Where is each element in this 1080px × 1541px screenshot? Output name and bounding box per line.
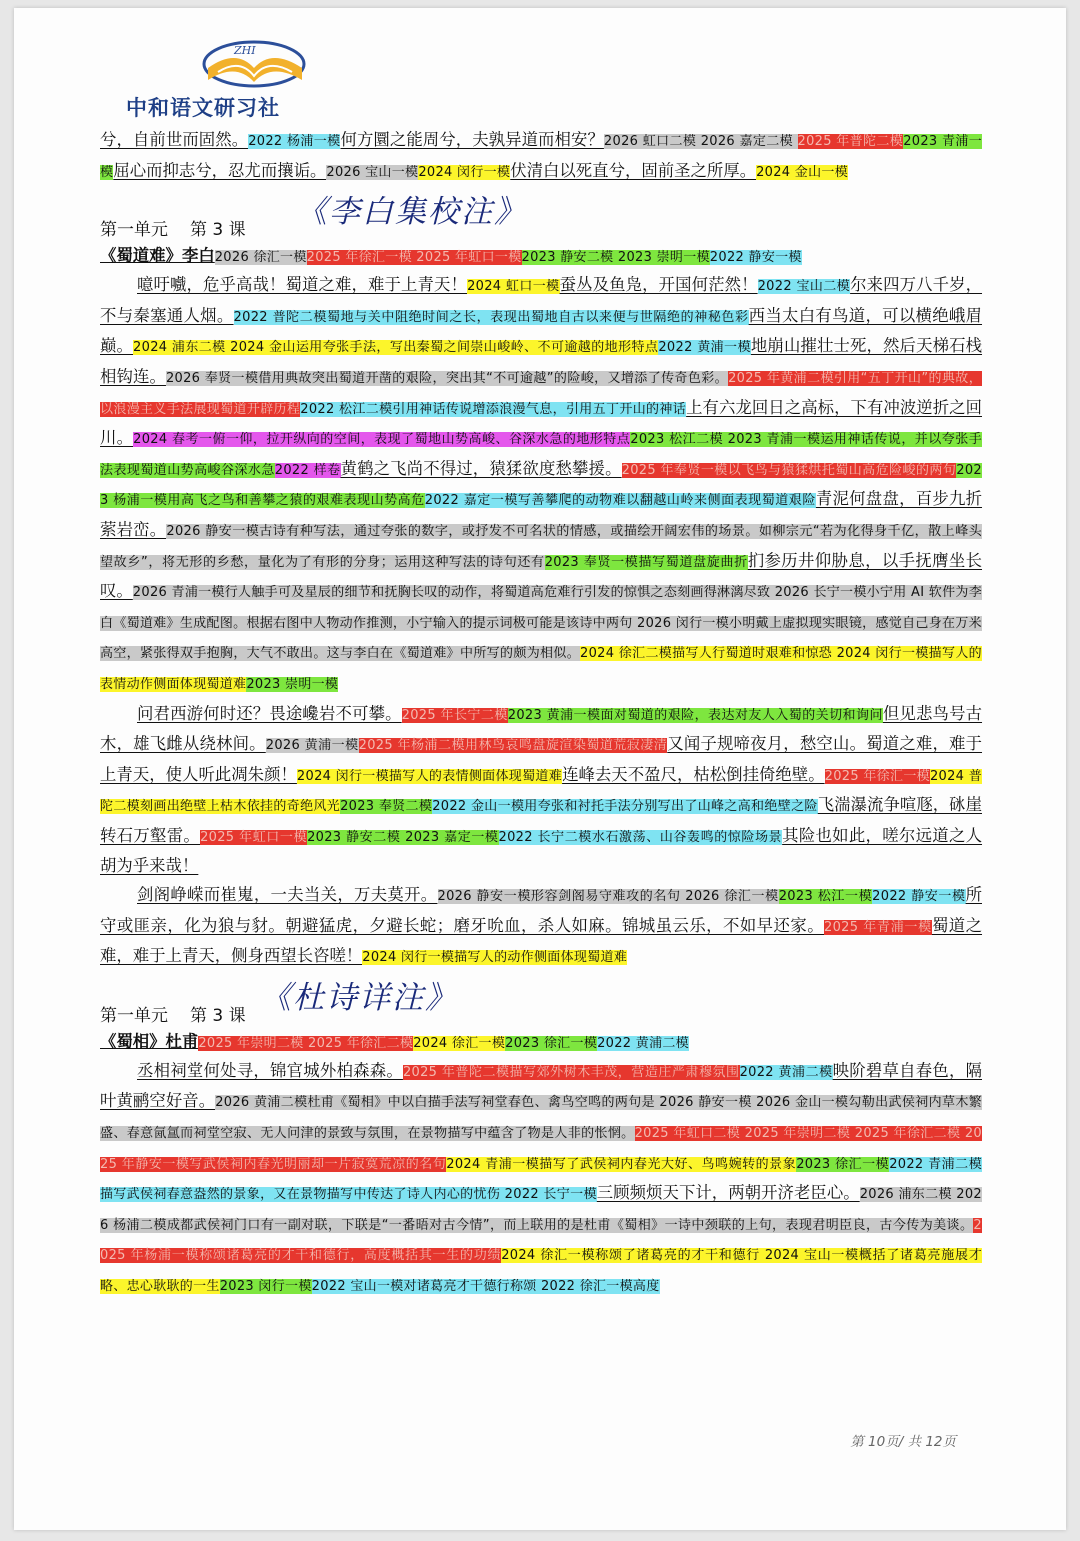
exam-annotation-red: 2025 年普陀二模描写郊外树木丰茂，营造庄严肃穆氛围 bbox=[402, 1064, 740, 1080]
exam-annotation-yellow: 2024 青浦一模描写了武侯祠内春光大好、鸟鸣婉转的景象 bbox=[446, 1156, 797, 1172]
poem-text: 所守或匪亲，化为狼与豺。朝避猛虎，夕避长蛇；磨牙吮血，杀人如麻。锦城虽云乐，不如早还家。 bbox=[100, 885, 982, 935]
exam-annotation-red: 2025 年杨浦二模用林鸟哀鸣盘旋渲染蜀道荒寂凄清 bbox=[358, 738, 668, 754]
exam-annotation-blue: 2022 松江二模引用神话传说增添浪漫气息，引用五丁开山的神话 bbox=[300, 401, 687, 417]
exam-annotation-blue: 2022 黄浦一模 bbox=[658, 340, 751, 356]
poem-title-line bbox=[100, 1029, 982, 1057]
poem-text: 扪参历井仰胁息，以手抚膺坐长叹。 bbox=[100, 550, 983, 601]
exam-annotation-red: 2025 年长宁二模 bbox=[401, 707, 508, 723]
poem-text: 又闻子规啼夜月，愁空山。蜀道之难，难于上青天，使人听此凋朱颜！ bbox=[100, 734, 983, 784]
document-content bbox=[100, 126, 982, 1302]
paragraph bbox=[100, 881, 982, 973]
book-logo-icon bbox=[126, 38, 366, 98]
poem-text: 上有六龙回日之高标，下有冲波逆折之回川。 bbox=[100, 397, 982, 448]
exam-annotation-blue: 2022 静安一模 bbox=[709, 250, 802, 266]
exam-annotation-gray: 2026 静安一模古诗有种写法，通过夸张的数字，或抒发不可名状的情感，或描绘开阔宏伟的场景。如柳宗元“若为化得身千亿，散上峰头望故乡”，将无形的乡愁，量化为了有形的分身；运用这种写法的诗句还有 bbox=[100, 523, 982, 570]
exam-annotation-green: 2023 松江二模 2023 青浦一模运用神话传说，并以夸张手法表现蜀道山势高峻谷深水急 bbox=[100, 432, 983, 478]
poem-text: 其险也如此，嗟尔远道之人胡为乎来哉！ bbox=[100, 825, 983, 876]
exam-annotation-red: 2025 年奉贤一模 bbox=[621, 462, 728, 478]
poem-text: 青泥何盘盘，百步九折萦岩峦。 bbox=[100, 489, 983, 539]
exam-annotation-blue: 2022 宝山一模对诸葛亮才干德行称颂 2022 徐汇一模高度 bbox=[311, 1279, 660, 1294]
unit-heading bbox=[100, 194, 982, 243]
exam-annotation-yellow: 2024 徐汇一模 bbox=[413, 1035, 506, 1051]
exam-annotation-blue: 2022 黄浦二模 bbox=[597, 1035, 689, 1051]
exam-annotation-green: 2023 静安二模 2023 崇明一模 bbox=[521, 250, 710, 266]
exam-annotation-green: 2023 黄浦一模面对蜀道的艰险，表达对友人入蜀的关切和询问 bbox=[507, 707, 883, 723]
poem-text: 噫吁嚱，危乎高哉！蜀道之难，难于上青天！ bbox=[137, 275, 468, 295]
exam-annotation-blue: 2022 静安一模 bbox=[872, 889, 966, 905]
exam-annotation-green: 2023 松江一模 bbox=[778, 889, 873, 905]
exam-annotation-blue: 2022 青浦二模描写武侯祠春意盎然的景象，又在景物描写中传达了诗人内心的忧伤 2022 长宁一模 bbox=[100, 1156, 982, 1203]
exam-annotation-blue: 2022 金山一模用夸张和衬托手法分别写出了山峰之高和绝壁之险 bbox=[432, 799, 818, 815]
exam-annotation-yellow: 2024 虹口一模 bbox=[467, 279, 560, 295]
poem-title: 《蜀相》杜甫 bbox=[100, 1031, 199, 1051]
exam-annotation-gray: 2026 浦东二模 2026 杨浦二模成都武侯祠门口有一副对联，下联是“一番晤对古今情”，而上联用的是杜甫《蜀相》一诗中颈联的上句，表现君明臣良，古今传为美谈。 bbox=[100, 1187, 983, 1233]
poem-text: 黄鹤之飞尚不得过，猿猱欲度愁攀援。 bbox=[340, 458, 622, 478]
exam-annotation-green: 2023 杨浦一模用高飞之鸟和善攀之猿的艰难表现山势高危 bbox=[100, 462, 982, 509]
exam-annotation-yellow: 2024 徐汇二模描写人行蜀道时艰难和惊恐 2024 闵行一模描写人的表情动作侧面体现蜀道难 bbox=[100, 646, 982, 692]
exam-annotation-yellow: 2024 金山一模 bbox=[756, 164, 849, 180]
exam-annotation-yellow: 2024 闵行一模 bbox=[418, 164, 511, 180]
paragraph bbox=[100, 126, 982, 187]
exam-annotation-yellow: 2024 闵行一模描写人的动作侧面体现蜀道难 bbox=[362, 950, 628, 966]
document-page bbox=[14, 8, 1066, 1530]
poem-text: 飞湍瀑流争喧豗，砯崖转石万壑雷。 bbox=[100, 795, 982, 845]
poem-title-line bbox=[100, 243, 982, 271]
logo-emblem-text: ZHI bbox=[234, 44, 256, 57]
paragraph bbox=[100, 700, 982, 882]
exam-annotation-green: 2023 徐汇一模 bbox=[505, 1035, 598, 1051]
lesson-label: 第 3 课 bbox=[190, 220, 246, 241]
exam-annotation-gray: 2026 静安一模形容剑阁易守难攻的名句 2026 徐汇一模 bbox=[437, 889, 779, 905]
exam-annotation-blue: 2022 杨浦一模 bbox=[248, 134, 341, 149]
paragraph bbox=[100, 1057, 982, 1302]
exam-annotation-green: 2023 奉贤二模 bbox=[340, 799, 433, 815]
exam-annotation-green: 2023 静安二模 2023 嘉定一模 bbox=[307, 829, 499, 845]
exam-annotation-red: 以飞鸟与猿猱烘托蜀山高危险峻的两句 bbox=[727, 462, 957, 478]
handwritten-reference: 《杜诗详注》 bbox=[260, 979, 458, 1016]
poem-text: 问君西游何时还？畏途巉岩不可攀。 bbox=[137, 703, 402, 723]
exam-annotation-pink: 2024 春考一俯一仰，拉开纵向的空间，表现了蜀地山势高峻、谷深水急的地形特点 bbox=[133, 432, 631, 448]
exam-annotation-green: 2023 闵行一模 bbox=[219, 1279, 312, 1294]
poem-text: 三顾频烦天下计，两朝开济老臣心。 bbox=[596, 1183, 860, 1203]
exam-annotation-gray: 2026 虹口二模 2026 嘉定二模 bbox=[603, 134, 798, 149]
poem-text: 地崩山摧壮士死，然后天梯石栈相钩连。 bbox=[100, 336, 983, 386]
exam-annotation-green: 2023 崇明一模 bbox=[246, 676, 339, 692]
exam-annotation-red: 2025 年崇明二模 2025 年徐汇二模 bbox=[198, 1035, 414, 1051]
exam-annotation-blue: 2022 嘉定一模写善攀爬的动物难以翻越山岭来侧面表现蜀道艰险 bbox=[424, 493, 816, 509]
exam-annotation-blue: 2022 长宁二模水石激荡、山谷轰鸣的惊险场景 bbox=[498, 829, 783, 845]
logo-text: 中和语文研习社 bbox=[126, 95, 280, 120]
poem-text: 蜀道之难，难于上青天，侧身西望长咨嗟！ bbox=[100, 915, 983, 966]
exam-annotation-pink: 2022 样卷 bbox=[274, 462, 341, 478]
exam-annotation-red: 2025 年虹口一模 bbox=[200, 829, 308, 845]
poem-text: 连峰去天不盈尺，枯松倒挂倚绝壁。 bbox=[562, 764, 825, 784]
poem-title: 《蜀道难》李白 bbox=[100, 246, 215, 266]
exam-annotation-red: 2025 年青浦一模 bbox=[824, 919, 932, 935]
exam-annotation-red: 2025 年黄浦二模 bbox=[728, 370, 834, 386]
lesson-label: 第 3 课 bbox=[190, 1005, 246, 1026]
exam-annotation-gray: 2026 宝山一模 bbox=[326, 164, 419, 180]
unit-heading bbox=[100, 979, 982, 1029]
poem-text: 剑阁峥嵘而崔嵬，一夫当关，万夫莫开。 bbox=[137, 885, 438, 905]
exam-annotation-red: 2025 年虹口二模 2025 年崇明二模 2025 年徐汇二模 2025 年静安一模写武侯祠内春光明丽却一片寂寞荒凉的名句 bbox=[100, 1126, 982, 1172]
exam-annotation-red: 2025 年徐汇一模 bbox=[824, 768, 930, 784]
exam-annotation-yellow: 2024 徐汇一模称颂了诸葛亮的才干和德行 2024 宝山一模概括了诸葛亮施展才略、忠心耿耿的一生 bbox=[100, 1248, 982, 1294]
exam-annotation-red: 引用“五丁开山”的典故，以浪漫主义手法展现蜀道开辟历程 bbox=[100, 370, 983, 417]
exam-annotation-yellow: 2024 普陀二模刻画出绝壁上枯木依挂的奇绝风光 bbox=[100, 768, 982, 815]
exam-annotation-gray: 2026 徐汇一模 bbox=[214, 250, 307, 266]
poem-text: 伏清白以死直兮，固前圣之所厚。 bbox=[510, 160, 757, 180]
exam-annotation-yellow: 2024 闵行一模描写人的表情侧面体现蜀道难 bbox=[296, 768, 563, 784]
exam-annotation-green: 2023 青浦一模 bbox=[100, 134, 983, 180]
exam-annotation-blue: 2022 宝山二模 bbox=[757, 279, 851, 295]
poem-text: 兮，自前世而固然。 bbox=[100, 130, 249, 149]
page-number: 第 10页/ 共 12页 bbox=[850, 1434, 956, 1450]
exam-annotation-green: 2023 奉贤一模描写蜀道盘旋曲折 bbox=[544, 554, 748, 570]
exam-annotation-blue: 2022 普陀二模蜀地与关中阻绝时间之长，表现出蜀地自古以来便与世隔绝的神秘色彩 bbox=[233, 309, 749, 325]
poem-text: 屈心而抑志兮，忍尤而攘诟。 bbox=[113, 160, 327, 180]
unit-label: 第一单元 bbox=[100, 1005, 168, 1026]
poem-text: 西当太白有鸟道，可以横绝峨眉巅。 bbox=[100, 305, 983, 356]
exam-annotation-gray: 2026 黄浦二模杜甫《蜀相》中以白描手法写祠堂春色、禽鸟空鸣的两句是 2026 静安一模 2026 金山一模勾勒出武侯祠内草木繁盛、春意氤氲而祠堂空寂、无人问津的景致与氛围，在景物描写中蕴含了物是人非的怅惘。 bbox=[100, 1095, 983, 1142]
unit-label: 第一单元 bbox=[100, 220, 168, 241]
exam-annotation-red: 2025 年杨浦一模称颂诸葛亮的才干和德行，高度概括其一生的功绩 bbox=[100, 1217, 982, 1264]
poem-text: 蚕丛及鱼凫，开国何茫然！ bbox=[559, 275, 758, 295]
exam-annotation-gray: 2026 青浦一模行人触手可及星辰的细节和抚胸长叹的动作，将蜀道高危难行引发的惊惧之态刻画得淋漓尽致 2026 长宁一模小宁用 AI 软件为李白《蜀道难》生成配图。根据右图中人物动作推测，小宁输入的提示词极可能是该诗中两句 2026 闵行一模小明戴上虚拟现实眼镜，感觉自己身在万米高空，紧张得双手抱胸，大气不敢出。这与李白在《蜀道难》中所写的颇为相似。 bbox=[100, 585, 983, 662]
poem-text: 但见悲鸟号古木，雄飞雌从绕林间。 bbox=[100, 703, 983, 754]
exam-annotation-red: 2025 年徐汇一模 2025 年虹口一模 bbox=[306, 250, 522, 266]
poem-text: 尔来四万八千岁，不与秦塞通人烟。 bbox=[100, 275, 983, 325]
poem-text: 何方圜之能周兮，夫孰异道而相安？ bbox=[340, 130, 604, 149]
exam-annotation-blue: 2022 黄浦二模 bbox=[739, 1064, 833, 1080]
paragraph bbox=[100, 271, 982, 699]
exam-annotation-yellow: 2024 浦东二模 2024 金山运用夸张手法，写出秦蜀之间崇山峻岭、不可逾越的地形特点 bbox=[133, 340, 659, 356]
exam-annotation-green: 2023 徐汇一模 bbox=[796, 1156, 890, 1172]
exam-annotation-red: 2025 年普陀二模 bbox=[797, 134, 904, 149]
handwritten-reference: 《李白集校注》 bbox=[296, 194, 527, 231]
exam-annotation-gray: 2026 奉贤一模借用典故突出蜀道开凿的艰险，突出其“不可逾越”的险峻，又增添了传奇色彩。 bbox=[165, 370, 729, 386]
logo bbox=[126, 38, 366, 120]
poem-text: 丞相祠堂何处寻，锦官城外柏森森。 bbox=[137, 1060, 403, 1080]
poem-text: 映阶碧草自春色，隔叶黄鹂空好音。 bbox=[100, 1060, 982, 1111]
exam-annotation-gray: 2026 黄浦一模 bbox=[265, 738, 359, 754]
